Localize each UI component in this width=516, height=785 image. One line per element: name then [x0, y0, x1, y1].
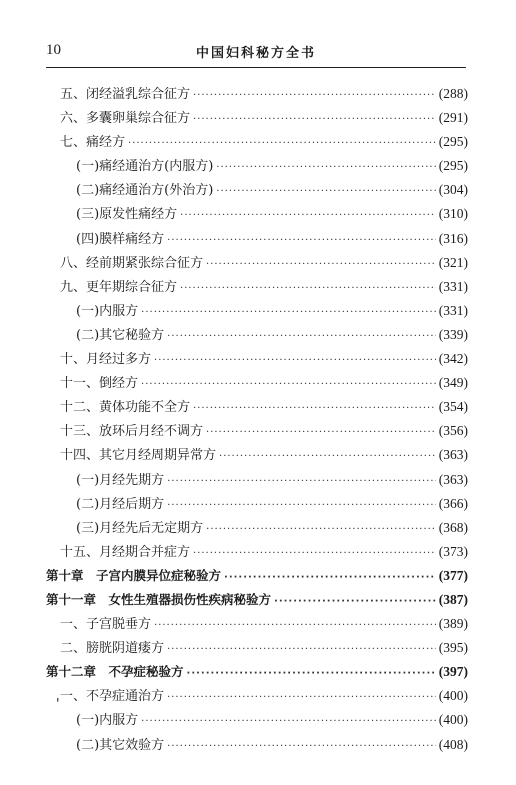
toc-entry-row	[46, 708, 468, 732]
toc-entry-page: (408)	[438, 736, 468, 752]
toc-entry-page: (363)	[438, 447, 468, 463]
toc-entry-page: (295)	[438, 134, 468, 150]
toc-entry-title: 九、更年期综合征方	[60, 279, 178, 295]
dot-leader	[274, 590, 436, 614]
toc-entry-title: 七、痛经方	[60, 135, 126, 151]
toc-entry-row	[46, 492, 468, 516]
toc-entry-title: 二、膀胱阴道瘘方	[60, 641, 165, 657]
toc-entry-row	[46, 299, 468, 323]
toc-entry-row	[46, 443, 468, 467]
toc-entry-page: (400)	[438, 688, 468, 704]
dot-leader	[141, 301, 436, 325]
toc-entry-row	[46, 636, 468, 660]
dot-leader	[167, 686, 436, 710]
dot-leader	[193, 397, 436, 421]
toc-entry-row	[46, 154, 468, 178]
toc-entry-page: (291)	[438, 110, 468, 126]
toc-entry-row	[46, 612, 468, 636]
toc-entry-page: (342)	[438, 351, 468, 367]
toc-entry-page: (377)	[438, 567, 468, 583]
toc-entry-title: (三)月经先后无定期方	[76, 520, 204, 536]
toc-entry-page: (363)	[438, 471, 468, 487]
toc-entry-page: (397)	[438, 664, 468, 680]
toc-entry-title: (二)月经后期方	[76, 496, 165, 512]
toc-entry-title: 第十章 子宫内膜异位症秘验方	[46, 567, 222, 583]
toc-chapter-row	[46, 660, 468, 684]
dot-leader	[141, 710, 436, 734]
table-of-contents	[46, 82, 468, 757]
toc-entry-title: (二)其它秘验方	[76, 327, 165, 343]
toc-entry-title: 第十二章 不孕症秘验方	[46, 664, 184, 680]
toc-chapter-row	[46, 564, 468, 588]
dot-leader	[141, 373, 436, 397]
toc-entry-page: (304)	[438, 182, 468, 198]
dot-leader	[193, 108, 436, 132]
toc-entry-page: (368)	[438, 519, 468, 535]
toc-entry-title: 一、不孕症通治方	[60, 689, 165, 705]
toc-entry-title: (二)其它效验方	[76, 737, 165, 753]
toc-entry-row	[46, 468, 468, 492]
toc-entry-row	[46, 106, 468, 130]
dot-leader	[206, 518, 436, 542]
dot-leader	[167, 494, 436, 518]
page-number: 10	[46, 42, 61, 58]
toc-entry-title: (二)痛经通治方(外治方)	[76, 183, 214, 199]
toc-entry-title: 十四、其它月经周期异常方	[60, 448, 217, 464]
dot-leader	[167, 470, 436, 494]
toc-entry-page: (366)	[438, 495, 468, 511]
dot-leader	[167, 229, 436, 253]
toc-entry-row	[46, 82, 468, 106]
book-title: 中国妇科秘方全书	[195, 46, 316, 61]
toc-entry-row	[46, 275, 468, 299]
dot-leader	[206, 253, 436, 277]
toc-entry-page: (331)	[438, 278, 468, 294]
dot-leader	[224, 566, 436, 590]
dot-leader	[128, 132, 436, 156]
toc-entry-title: (三)原发性痛经方	[76, 207, 178, 223]
toc-entry-row	[46, 540, 468, 564]
toc-entry-row	[46, 178, 468, 202]
toc-chapter-row	[46, 588, 468, 612]
dot-leader	[167, 638, 436, 662]
dot-leader	[167, 325, 436, 349]
toc-entry-row	[46, 684, 468, 708]
toc-entry-title: 十二、黄体功能不全方	[60, 400, 191, 416]
toc-entry-page: (331)	[438, 302, 468, 318]
toc-entry-page: (321)	[438, 254, 468, 270]
toc-entry-row	[46, 347, 468, 371]
dot-leader	[180, 277, 436, 301]
header-rule	[46, 67, 466, 68]
toc-entry-page: (288)	[438, 86, 468, 101]
toc-entry-row	[46, 130, 468, 154]
toc-entry-row	[46, 419, 468, 443]
toc-entry-page: (387)	[438, 591, 468, 607]
toc-entry-title: (一)月经先期方	[76, 472, 165, 488]
toc-entry-row	[46, 251, 468, 275]
toc-entry-title: 一、子宫脱垂方	[60, 617, 152, 633]
toc-entry-page: (339)	[438, 326, 468, 342]
page-header	[46, 40, 466, 64]
toc-entry-title: 十五、月经期合并症方	[60, 544, 191, 560]
toc-entry-row	[46, 227, 468, 251]
toc-entry-title: 十、月经过多方	[60, 352, 152, 368]
toc-entry-title: 六、多囊卵巢综合征方	[60, 111, 191, 127]
dot-leader	[154, 349, 436, 373]
toc-entry-row	[46, 202, 468, 226]
dot-leader	[193, 542, 436, 566]
dot-leader	[216, 156, 435, 180]
toc-entry-title: (一)内服方	[76, 303, 139, 319]
toc-entry-title: (一)内服方	[76, 713, 139, 729]
toc-entry-row	[46, 371, 468, 395]
toc-entry-page: (389)	[438, 616, 468, 632]
toc-entry-title: 十一、倒经方	[60, 376, 139, 392]
toc-entry-title: (四)膜样痛经方	[76, 231, 165, 247]
toc-entry-title: 十三、放环后月经不调方	[60, 424, 204, 440]
toc-entry-page: (316)	[438, 230, 468, 246]
toc-entry-page: (395)	[438, 640, 468, 656]
dot-leader	[216, 180, 435, 204]
toc-entry-row	[46, 733, 468, 757]
dot-leader	[154, 614, 436, 638]
dot-leader	[193, 84, 436, 108]
toc-entry-page: (295)	[438, 158, 468, 174]
toc-entry-page: (354)	[438, 399, 468, 415]
dot-leader	[167, 735, 436, 759]
toc-entry-page: (373)	[438, 543, 468, 559]
toc-entry-page: (356)	[438, 423, 468, 439]
toc-entry-page: (400)	[438, 712, 468, 728]
toc-entry-row	[46, 323, 468, 347]
toc-entry-page: (310)	[438, 206, 468, 222]
dot-leader	[219, 445, 436, 469]
stray-mark: '	[56, 697, 60, 712]
toc-entry-title: 第十一章 女性生殖器损伤性疾病秘验方	[46, 591, 272, 607]
dot-leader	[180, 204, 436, 228]
toc-entry-row	[46, 516, 468, 540]
dot-leader	[206, 421, 436, 445]
toc-entry-title: 八、经前期紧张综合征方	[60, 255, 204, 271]
toc-entry-row	[46, 395, 468, 419]
dot-leader	[187, 662, 436, 686]
toc-entry-title: (一)痛经通治方(内服方)	[76, 159, 214, 175]
toc-entry-page: (349)	[438, 375, 468, 391]
toc-entry-title: 五、闭经溢乳综合征方	[60, 87, 191, 102]
